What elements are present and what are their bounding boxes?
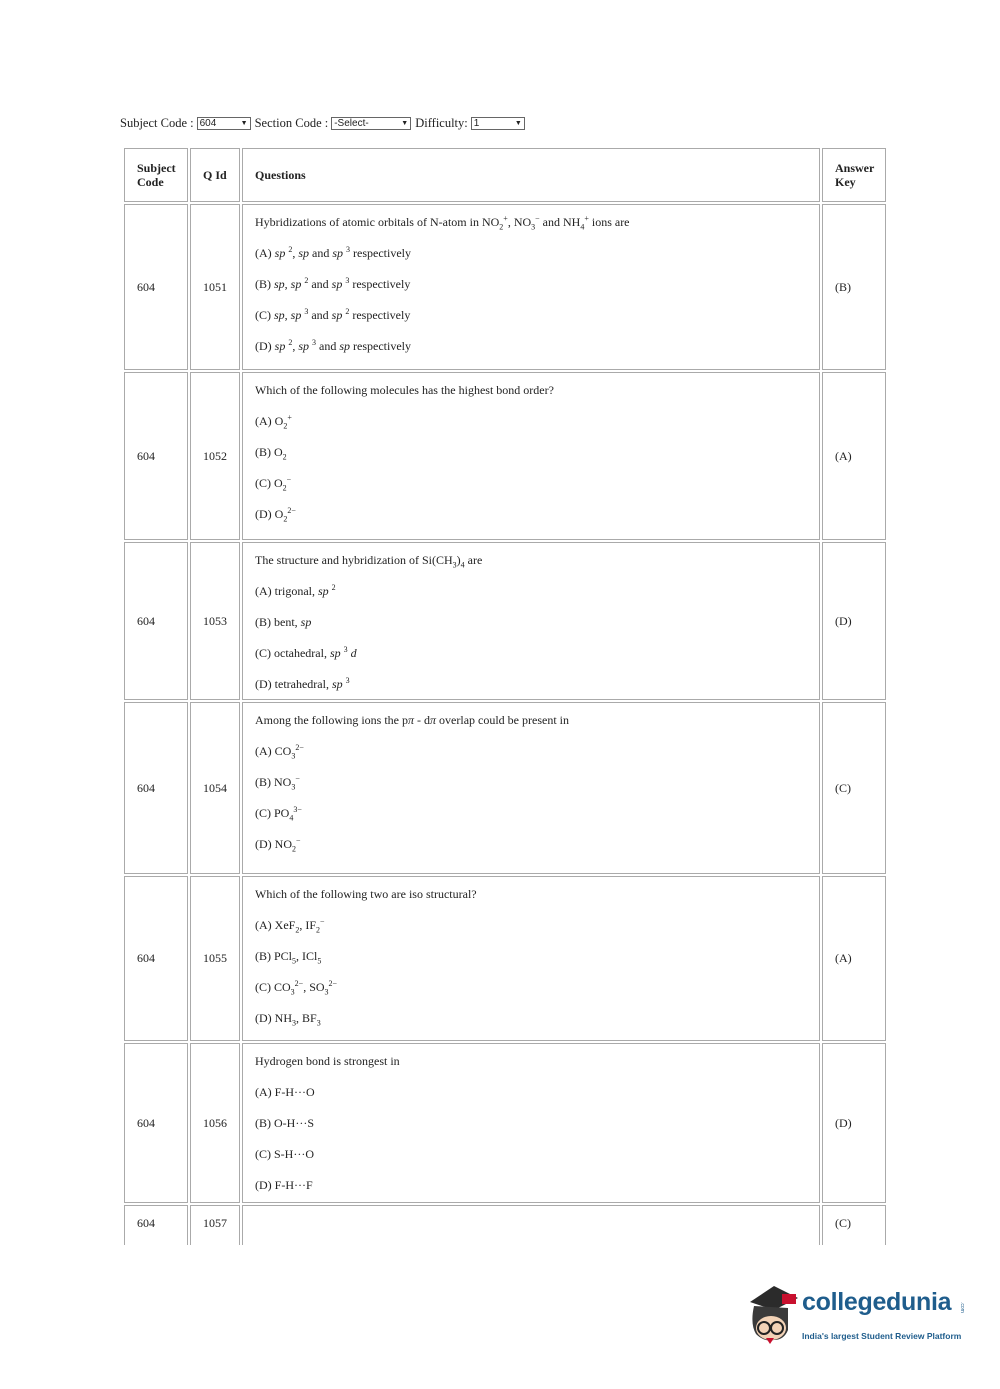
subject-code-cell: 604: [124, 1205, 188, 1245]
option-a: (A) F-H···O: [255, 1085, 315, 1099]
answer-key-cell: (A): [822, 876, 886, 1041]
option-d: (D) sp $^2$, sp $^3$ and sp respectively: [255, 338, 411, 353]
subject-code-cell: 604: [124, 1043, 188, 1203]
answer-key-cell: (D): [822, 542, 886, 700]
dropdown-arrow-icon: ▼: [514, 120, 522, 127]
question-cell: [242, 204, 820, 370]
logo-suffix: .com: [959, 1302, 965, 1313]
option-c: (C) sp, sp $^3$ and sp $^2$ respectively: [255, 307, 411, 322]
option-c: (C) $CO_3^{2-}$, $SO_3^{2-}$: [255, 979, 338, 997]
subject-code-value: 604: [199, 118, 217, 129]
section-code-label: Section Code :: [254, 116, 329, 130]
subject-code-select[interactable]: [197, 117, 251, 130]
dropdown-arrow-icon: ▼: [240, 120, 248, 127]
questions-table: [122, 146, 888, 1247]
logo-wordmark: collegedunia: [802, 1288, 952, 1316]
table-row: [124, 876, 886, 1041]
table-row: [124, 1043, 886, 1203]
option-d: (D) $NO_2^-$: [255, 836, 301, 854]
option-a: (A) $CO_3^{2-}$: [255, 743, 304, 761]
question-cell: [242, 1043, 820, 1203]
qid-cell: 1057: [190, 1205, 240, 1245]
dropdown-arrow-icon: ▼: [401, 120, 409, 127]
subject-code-cell: 604: [124, 876, 188, 1041]
qid-cell: 1051: [190, 204, 240, 370]
answer-key-cell: (C): [822, 1205, 886, 1245]
subject-code-cell: 604: [124, 702, 188, 874]
section-code-value: -Select-: [334, 118, 369, 129]
question-cell: [242, 542, 820, 700]
question-text: Hydrogen bond is strongest in: [255, 1054, 400, 1068]
option-d: (D) F-H···F: [255, 1178, 313, 1192]
question-cell: [242, 372, 820, 540]
option-a: (A) trigonal, sp $^2$: [255, 583, 336, 598]
table-row: [124, 702, 886, 874]
answer-key-cell: (A): [822, 372, 886, 540]
option-b: (B) $O_2$: [255, 445, 287, 462]
mascot-icon: [744, 1284, 802, 1352]
qid-cell: 1056: [190, 1043, 240, 1203]
collegedunia-logo: [744, 1284, 970, 1354]
option-d: (D) $NH_3$, $BF_3$: [255, 1011, 321, 1028]
option-c: (C) octahedral, sp $^3$ d: [255, 645, 357, 660]
option-c: (C) $PO_4^{3-}$: [255, 805, 302, 823]
question-text: The structure and hybridization of $Si(CH_3)_4$ are: [255, 553, 483, 570]
question-cell: [242, 876, 820, 1041]
subject-code-label: Subject Code :: [120, 116, 194, 130]
logo-tagline: India's largest Student Review Platform: [802, 1331, 962, 1341]
header-qid: Q Id: [190, 148, 240, 202]
difficulty-select[interactable]: [471, 117, 525, 130]
table-header-row: [124, 148, 886, 202]
answer-key-cell: (C): [822, 702, 886, 874]
section-code-select[interactable]: [331, 117, 411, 130]
table-row: [124, 372, 886, 540]
question-text: Among the following ions the pπ - dπ overlap could be present in: [255, 713, 569, 727]
option-a: (A) sp $^2$, sp and sp $^3$ respectively: [255, 245, 411, 260]
qid-cell: 1052: [190, 372, 240, 540]
question-text: Which of the following two are iso structural?: [255, 887, 477, 901]
subject-code-cell: 604: [124, 372, 188, 540]
option-a: (A) XeF$_2$, $IF_2^-$: [255, 917, 325, 935]
question-text: Which of the following molecules has the highest bond order?: [255, 383, 554, 397]
question-cell: [242, 1205, 820, 1245]
header-questions: Questions: [242, 148, 820, 202]
table-row: [124, 204, 886, 370]
answer-key-cell: (D): [822, 1043, 886, 1203]
option-b: (B) O-H···S: [255, 1116, 314, 1130]
option-d: (D) $O_2^{2-}$: [255, 506, 296, 524]
option-b: (B) sp, sp $^2$ and sp $^3$ respectively: [255, 276, 411, 291]
header-answer-key: Answer Key: [822, 148, 886, 202]
option-b: (B) bent, sp: [255, 615, 312, 629]
filter-bar: [120, 116, 529, 131]
qid-cell: 1053: [190, 542, 240, 700]
option-d: (D) tetrahedral, sp $^3$: [255, 676, 350, 691]
difficulty-value: 1: [473, 118, 480, 129]
option-b: (B) PCl$_5$, ICl$_5$: [255, 949, 322, 966]
option-b: (B) $NO_3^-$: [255, 774, 300, 792]
difficulty-label: Difficulty:: [415, 116, 468, 130]
option-a: (A) $O_2^+$: [255, 413, 292, 431]
qid-cell: 1055: [190, 876, 240, 1041]
subject-code-cell: 604: [124, 542, 188, 700]
question-cell: [242, 702, 820, 874]
header-subject-code: Subject Code: [124, 148, 188, 202]
answer-key-cell: (B): [822, 204, 886, 370]
table-row: [124, 542, 886, 700]
option-c: (C) S-H···O: [255, 1147, 314, 1161]
subject-code-cell: 604: [124, 204, 188, 370]
question-text: Hybridizations of atomic orbitals of N-atom in $NO_2^+$, $NO_3^-$ and $NH_4^+$ ions are: [255, 214, 630, 232]
option-c: (C) $O_2^-$: [255, 475, 292, 493]
table-row: [124, 1205, 886, 1245]
qid-cell: 1054: [190, 702, 240, 874]
questions-table-wrapper: [122, 146, 886, 1247]
